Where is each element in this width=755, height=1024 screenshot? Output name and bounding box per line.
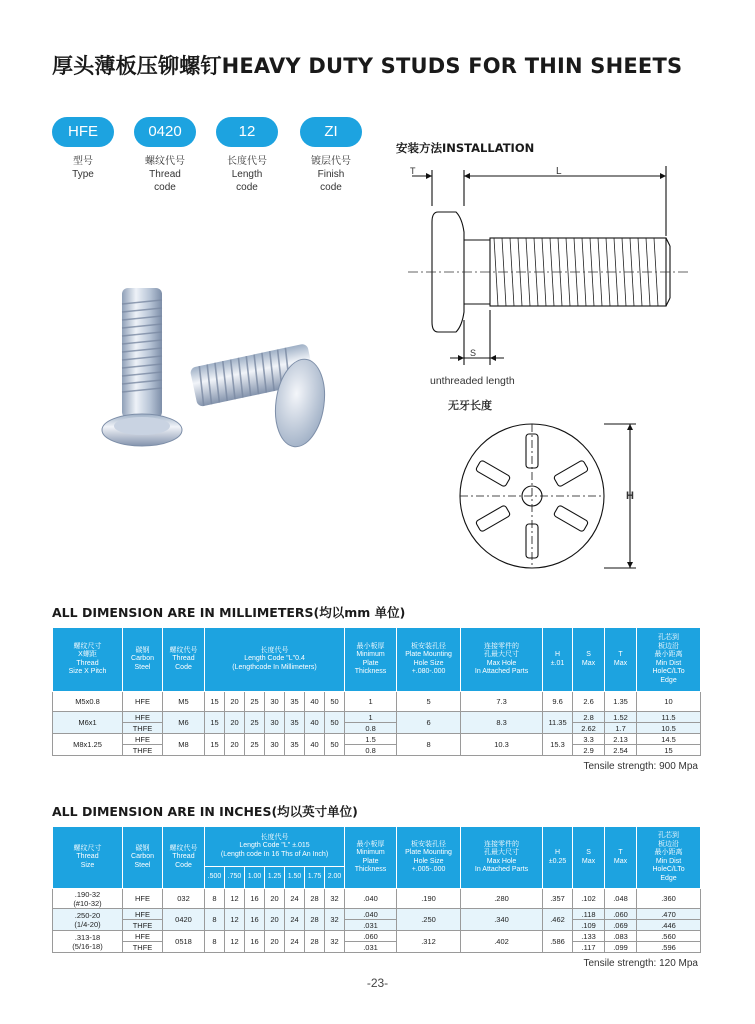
t-cell: .048: [605, 889, 637, 909]
mm-col-t: T Max: [605, 628, 637, 692]
carbon-steel-type-cell: HFE: [123, 734, 163, 745]
thread-code-cell: 0420: [163, 909, 205, 931]
s-cell: 2.6: [573, 692, 605, 712]
length-code-cell: 50: [325, 712, 345, 734]
min-dist-cell: .596: [637, 942, 701, 953]
s-cell: .133: [573, 931, 605, 942]
min-plate-cell: 1: [345, 692, 397, 712]
table-row: [53, 909, 701, 920]
length-code-cell: 30: [265, 734, 285, 756]
length-code-cell: 16: [245, 889, 265, 909]
inch-col-s: S Max: [573, 827, 605, 889]
inch-col-size: 螺纹尺寸 Thread Size: [53, 827, 123, 889]
hole-size-cell: .250: [397, 909, 461, 931]
length-code-cell: 50: [325, 734, 345, 756]
h-cell: 15.3: [543, 734, 573, 756]
inch-col-code: 螺纹代号 Thread Code: [163, 827, 205, 889]
hole-size-cell: 8: [397, 734, 461, 756]
length-code-cell: 40: [305, 692, 325, 712]
min-dist-cell: .560: [637, 931, 701, 942]
length-code-cell: 12: [225, 909, 245, 931]
thread-size-cell: M6x1: [53, 712, 123, 734]
table-row: [53, 920, 701, 931]
s-cell: .118: [573, 909, 605, 920]
code-caption-thread: 螺纹代号 Thread code: [145, 156, 185, 193]
thread-size-cell: .313-18 (5/16-18): [53, 931, 123, 953]
length-code-cell: 40: [305, 712, 325, 734]
t-cell: .069: [605, 920, 637, 931]
length-code-cell: 8: [205, 931, 225, 953]
t-cell: 2.54: [605, 745, 637, 756]
length-code-cell: 20: [225, 692, 245, 712]
t-cell: .060: [605, 909, 637, 920]
length-code-cell: 15: [205, 734, 225, 756]
length-code-cell: 16: [245, 931, 265, 953]
mm-col-min-dist: 孔芯到 板边沿 最小距离 Min Dist HoleC/LTo Edge: [637, 628, 701, 692]
length-code-cell: 28: [305, 889, 325, 909]
inch-col-max-hole: 连接零件的 孔最大尺寸 Max Hole In Attached Parts: [461, 827, 543, 889]
thread-code-cell: M6: [163, 712, 205, 734]
length-code-cell: 20: [225, 734, 245, 756]
length-code-cell: 20: [265, 931, 285, 953]
min-plate-cell: .040: [345, 909, 397, 920]
inch-length-col-0: .500: [205, 867, 225, 889]
inch-col-t: T Max: [605, 827, 637, 889]
min-plate-cell: .060: [345, 931, 397, 942]
length-code-cell: 28: [305, 909, 325, 931]
min-dist-cell: 15: [637, 745, 701, 756]
carbon-steel-type-cell: HFE: [123, 931, 163, 942]
inch-length-col-2: 1.00: [245, 867, 265, 889]
min-dist-cell: 14.5: [637, 734, 701, 745]
s-cell: .102: [573, 889, 605, 909]
length-code-cell: 24: [285, 909, 305, 931]
length-code-cell: 30: [265, 692, 285, 712]
mm-col-size: 螺纹尺寸 X螺距 Thread Size X Pitch: [53, 628, 123, 692]
length-code-cell: 8: [205, 889, 225, 909]
table-row: [53, 712, 701, 723]
table-row: [53, 889, 701, 909]
inch-col-hole: 板安装孔径 Plate Mounting Hole Size +.005-.000: [397, 827, 461, 889]
mm-col-min-plate: 最小板厚 Minimum Plate Thickness: [345, 628, 397, 692]
inch-col-carbon: 碳钢 Carbon Steel: [123, 827, 163, 889]
length-code-cell: 12: [225, 889, 245, 909]
part-code-legend: [52, 117, 382, 207]
max-hole-cell: 10.3: [461, 734, 543, 756]
thread-code-cell: 032: [163, 889, 205, 909]
carbon-steel-type-cell: THFE: [123, 745, 163, 756]
length-code-cell: 35: [285, 734, 305, 756]
h-cell: .357: [543, 889, 573, 909]
t-cell: 1.35: [605, 692, 637, 712]
mm-tensile-strength: Tensile strength: 900 Mpa: [583, 761, 698, 772]
min-dist-cell: .470: [637, 909, 701, 920]
h-cell: .586: [543, 931, 573, 953]
length-code-cell: 8: [205, 909, 225, 931]
carbon-steel-type-cell: HFE: [123, 692, 163, 712]
min-plate-cell: 1: [345, 712, 397, 723]
hole-size-cell: 5: [397, 692, 461, 712]
max-hole-cell: 7.3: [461, 692, 543, 712]
table-row: [53, 692, 701, 712]
thread-size-cell: M5x0.8: [53, 692, 123, 712]
s-cell: .109: [573, 920, 605, 931]
s-cell: 2.62: [573, 723, 605, 734]
length-code-cell: 24: [285, 931, 305, 953]
inch-col-min-plate: 最小板厚 Minimum Plate Thickness: [345, 827, 397, 889]
max-hole-cell: .340: [461, 909, 543, 931]
s-cell: 2.9: [573, 745, 605, 756]
min-dist-cell: .446: [637, 920, 701, 931]
table-row: [53, 734, 701, 745]
installation-title: 安装方法INSTALLATION: [396, 141, 535, 155]
length-code-cell: 15: [205, 692, 225, 712]
length-code-cell: 32: [325, 909, 345, 931]
dim-label-s: S: [470, 348, 477, 358]
mm-col-max-hole: 连接零件的 孔最大尺寸 Max Hole In Attached Parts: [461, 628, 543, 692]
inch-spec-table: [52, 826, 701, 953]
dim-label-h: H: [626, 490, 634, 502]
table-row: [53, 931, 701, 942]
code-pill-length: 12: [216, 117, 278, 147]
carbon-steel-type-cell: HFE: [123, 909, 163, 920]
inch-section-title: ALL DIMENSION ARE IN INCHES(均以英寸单位): [52, 804, 358, 819]
page-number: -23-: [366, 976, 389, 990]
min-plate-cell: .031: [345, 920, 397, 931]
length-code-cell: 20: [265, 909, 285, 931]
min-dist-cell: .360: [637, 889, 701, 909]
min-plate-cell: .040: [345, 889, 397, 909]
min-dist-cell: 10.5: [637, 723, 701, 734]
length-code-cell: 12: [225, 931, 245, 953]
unthreaded-length-cn-label: 无牙长度: [448, 400, 492, 412]
s-cell: .117: [573, 942, 605, 953]
inch-tensile-strength: Tensile strength: 120 Mpa: [583, 958, 698, 969]
unthreaded-length-label: unthreaded length: [430, 375, 515, 387]
length-code-cell: 50: [325, 692, 345, 712]
min-dist-cell: 10: [637, 692, 701, 712]
min-plate-cell: .031: [345, 942, 397, 953]
length-code-cell: 28: [305, 931, 325, 953]
hole-size-cell: .190: [397, 889, 461, 909]
mm-col-hole: 板安装孔径 Plate Mounting Hole Size +.080-.000: [397, 628, 461, 692]
inch-length-col-5: 1.75: [305, 867, 325, 889]
code-caption-finish: 镀层代号 Finish code: [311, 156, 351, 193]
code-caption-length: 长度代号 Length code: [227, 156, 267, 193]
page-title: 厚头薄板压铆螺钉HEAVY DUTY STUDS FOR THIN SHEETS: [52, 54, 683, 78]
code-pill-finish: ZI: [300, 117, 362, 147]
min-plate-cell: 0.8: [345, 723, 397, 734]
h-cell: 11.35: [543, 712, 573, 734]
thread-code-cell: M8: [163, 734, 205, 756]
min-plate-cell: 0.8: [345, 745, 397, 756]
min-plate-cell: 1.5: [345, 734, 397, 745]
table-row: [53, 723, 701, 734]
t-cell: 1.52: [605, 712, 637, 723]
thread-size-cell: M8x1.25: [53, 734, 123, 756]
t-cell: .099: [605, 942, 637, 953]
length-code-cell: 35: [285, 692, 305, 712]
t-cell: .083: [605, 931, 637, 942]
length-code-cell: 30: [265, 712, 285, 734]
code-pill-type: HFE: [52, 117, 114, 147]
mm-col-s: S Max: [573, 628, 605, 692]
inch-col-h: H ±0.25: [543, 827, 573, 889]
h-cell: 9.6: [543, 692, 573, 712]
max-hole-cell: .280: [461, 889, 543, 909]
t-cell: 1.7: [605, 723, 637, 734]
min-dist-cell: 11.5: [637, 712, 701, 723]
carbon-steel-type-cell: THFE: [123, 920, 163, 931]
length-code-cell: 32: [325, 889, 345, 909]
length-code-cell: 15: [205, 712, 225, 734]
code-pill-thread: 0420: [134, 117, 196, 147]
inch-col-length: 长度代号 Length Code "L" ±.015 (Length code In 16 Ths of An Inch): [205, 827, 345, 867]
installation-side-diagram: [398, 160, 698, 410]
inch-length-col-3: 1.25: [265, 867, 285, 889]
max-hole-cell: 8.3: [461, 712, 543, 734]
hole-size-cell: .312: [397, 931, 461, 953]
carbon-steel-type-cell: THFE: [123, 723, 163, 734]
length-code-cell: 40: [305, 734, 325, 756]
mm-section-title: ALL DIMENSION ARE IN MILLIMETERS(均以mm 单位): [52, 605, 406, 620]
mm-spec-table: [52, 627, 701, 756]
length-code-cell: 25: [245, 734, 265, 756]
s-cell: 3.3: [573, 734, 605, 745]
carbon-steel-type-cell: THFE: [123, 942, 163, 953]
mm-col-code: 螺纹代号 Thread Code: [163, 628, 205, 692]
length-code-cell: 32: [325, 931, 345, 953]
max-hole-cell: .402: [461, 931, 543, 953]
mm-col-carbon: 碳钢 Carbon Steel: [123, 628, 163, 692]
carbon-steel-type-cell: HFE: [123, 889, 163, 909]
s-cell: 2.8: [573, 712, 605, 723]
code-caption-type: 型号 Type: [72, 156, 94, 180]
length-code-cell: 20: [225, 712, 245, 734]
inch-col-min-dist: 孔芯到 板边沿 最小距离 Min Dist HoleC/LTo Edge: [637, 827, 701, 889]
length-code-cell: 25: [245, 712, 265, 734]
mm-col-h: H ±.01: [543, 628, 573, 692]
stud-product-photo: [100, 268, 340, 468]
inch-length-col-6: 2.00: [325, 867, 345, 889]
length-code-cell: 25: [245, 692, 265, 712]
thread-code-cell: 0518: [163, 931, 205, 953]
carbon-steel-type-cell: HFE: [123, 712, 163, 723]
thread-size-cell: .190-32 (#10-32): [53, 889, 123, 909]
table-row: [53, 942, 701, 953]
length-code-cell: 20: [265, 889, 285, 909]
length-code-cell: 24: [285, 889, 305, 909]
mm-col-length: 长度代号 Length Code "L"0.4 (Lengthcode In Millimeters): [205, 628, 345, 692]
thread-size-cell: .250-20 (1/4-20): [53, 909, 123, 931]
hole-size-cell: 6: [397, 712, 461, 734]
length-code-cell: 16: [245, 909, 265, 931]
dim-label-t: T: [410, 166, 416, 176]
thread-code-cell: M5: [163, 692, 205, 712]
table-row: [53, 745, 701, 756]
dim-label-l: L: [556, 166, 562, 177]
length-code-cell: 35: [285, 712, 305, 734]
t-cell: 2.13: [605, 734, 637, 745]
h-cell: .462: [543, 909, 573, 931]
inch-length-col-1: .750: [225, 867, 245, 889]
inch-length-col-4: 1.50: [285, 867, 305, 889]
